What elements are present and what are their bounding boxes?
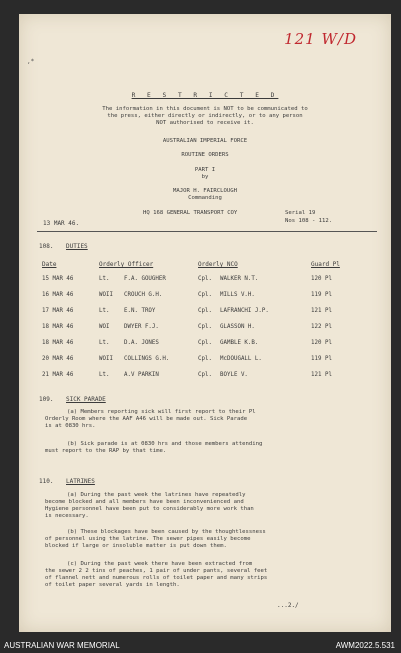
cell-nco-rank: Cpl. [198, 292, 212, 298]
restricted-heading: R E S T R I C T E D [131, 92, 279, 99]
commanding-line: Commanding [188, 195, 222, 201]
sick-a-line-2: Orderly Room where the AAF A46 will be made out. Sick Parade [45, 416, 248, 422]
cell-rank: Lt. [99, 372, 110, 378]
cell-date: 21 MAR 46 [42, 372, 74, 378]
cell-rank: WOI [99, 324, 110, 330]
table-row [42, 340, 372, 348]
cell-nco: MILLS V.H. [220, 292, 255, 298]
notice-line-3: NOT authorised to receive it. [156, 120, 254, 126]
latrines-a-line-2: become blocked and all members have been inconvenienced and [45, 499, 244, 505]
latrines-b-line-2: of personnel using the latrine. The sewer pipes easily become [45, 536, 251, 542]
cell-nco: GAMBLE K.B. [220, 340, 259, 346]
document-page [19, 14, 391, 632]
cell-date: 20 MAR 46 [42, 356, 74, 362]
sick-number: 109. [39, 396, 54, 403]
cell-date: 16 MAR 46 [42, 292, 74, 298]
cell-officer: A.V PARKIN [124, 372, 159, 378]
table-row [42, 276, 372, 284]
cell-nco-rank: Cpl. [198, 372, 212, 378]
order-numbers: Nos 108 - 112. [285, 218, 333, 224]
unit-name: HQ 168 GENERAL TRANSPORT COY [143, 210, 238, 216]
cell-nco-rank: Cpl. [198, 356, 212, 362]
latrines-b-line-3: blocked if large or insoluble matter is put down them. [45, 543, 227, 549]
orders-title: ROUTINE ORDERS [181, 152, 229, 158]
serial-number: Serial 19 [285, 210, 316, 216]
cell-date: 17 MAR 46 [42, 308, 74, 314]
table-row [42, 308, 372, 316]
cell-guard: 120 Pl [311, 276, 332, 282]
latrines-c-line-4: of toilet paper several yards in length. [45, 582, 180, 588]
latrines-a-line-4: is necessary. [45, 513, 89, 519]
col-orderly-officer: Orderly Officer [99, 261, 154, 268]
cell-date: 15 MAR 46 [42, 276, 74, 282]
footer-institution: AUSTRALIAN WAR MEMORIAL [4, 641, 120, 650]
latrines-a-line-1: (a) During the past week the latrines have repeatedly [67, 492, 246, 498]
cell-nco: GLASSON H. [220, 324, 255, 330]
cell-rank: WOII [99, 356, 113, 362]
cell-nco-rank: Cpl. [198, 340, 212, 346]
cell-guard: 121 Pl [311, 372, 332, 378]
force-name: AUSTRALIAN IMPERIAL FORCE [162, 138, 248, 144]
notice-line-2: the press, either directly or indirectly, or to any person [107, 113, 303, 119]
cell-nco: WALKER N.T. [220, 276, 259, 282]
cell-rank: Lt. [99, 340, 110, 346]
cell-nco: BOYLE V. [220, 372, 248, 378]
cell-guard: 121 Pl [311, 308, 332, 314]
sick-b-line-1: (b) Sick parade is at 0830 hrs and those members attending [67, 441, 263, 447]
cell-officer: D.A. JONES [124, 340, 159, 346]
latrines-b-line-1: (b) These blockages have been caused by the thoughtlessness [67, 529, 266, 535]
cell-rank: WOII [99, 292, 113, 298]
cell-nco-rank: Cpl. [198, 324, 212, 330]
cell-guard: 122 Pl [311, 324, 332, 330]
table-row [42, 292, 372, 300]
cell-officer: COLLINGS G.H. [124, 356, 170, 362]
handwritten-reference: 121 W/D [284, 30, 357, 48]
cell-officer: E.N. TROY [124, 308, 156, 314]
cell-officer: F.A. GOUGHER [124, 276, 166, 282]
cell-guard: 120 Pl [311, 340, 332, 346]
margin-mark: ,* [27, 58, 35, 65]
notice-line-1: The information in this document is NOT to be communicated to [102, 106, 308, 112]
by-line: by [201, 174, 209, 180]
cell-date: 18 MAR 46 [42, 324, 74, 330]
table-row [42, 324, 372, 332]
cell-nco: McDOUGALL L. [220, 356, 262, 362]
cell-nco: LAFRANCHI J.P. [220, 308, 269, 314]
latrines-c-line-3: of flannel nett and numerous rolls of toilet paper and many strips [45, 575, 268, 581]
col-date: Date [42, 261, 57, 268]
officer-name: MAJOR H. FAIRCLOUGH [173, 188, 237, 194]
col-guard-pl: Guard Pl [311, 261, 340, 268]
cell-guard: 119 Pl [311, 356, 332, 362]
header-divider [37, 231, 377, 232]
cell-rank: Lt. [99, 308, 110, 314]
cell-date: 18 MAR 46 [42, 340, 74, 346]
part-title: PART I [194, 167, 216, 173]
cell-officer: CROUCH G.H. [124, 292, 163, 298]
table-row [42, 356, 372, 364]
latrines-heading: LATRINES [66, 478, 95, 485]
col-orderly-nco: Orderly NCO [198, 261, 238, 268]
archive-footer [0, 638, 401, 653]
cell-guard: 119 Pl [311, 292, 332, 298]
duties-number: 108. [39, 243, 54, 250]
sick-heading: SICK PARADE [66, 396, 106, 403]
continued-marker: ...2./ [277, 602, 299, 609]
sick-b-line-2: must report to the RAP by that time. [45, 448, 167, 454]
latrines-c-line-2: the sewer 2 2 tins of peaches, 1 pair of under pants, several feet [45, 568, 268, 574]
footer-accession: AWM2022.5.531 [335, 641, 395, 650]
latrines-c-line-1: (c) During the past week there have been extracted from [67, 561, 253, 567]
duties-heading: DUTIES [66, 243, 88, 250]
table-row [42, 372, 372, 380]
latrines-a-line-3: Hygiene personnel have been put to considerably more work than [45, 506, 254, 512]
sick-a-line-1: (a) Members reporting sick will first report to their Pl [67, 409, 256, 415]
cell-officer: DWYER F.J. [124, 324, 159, 330]
cell-nco-rank: Cpl. [198, 276, 212, 282]
latrines-number: 110. [39, 478, 54, 485]
cell-nco-rank: Cpl. [198, 308, 212, 314]
cell-rank: Lt. [99, 276, 110, 282]
sick-a-line-3: is at 0830 hrs. [45, 423, 96, 429]
order-date: 13 MAR 46. [43, 220, 80, 227]
